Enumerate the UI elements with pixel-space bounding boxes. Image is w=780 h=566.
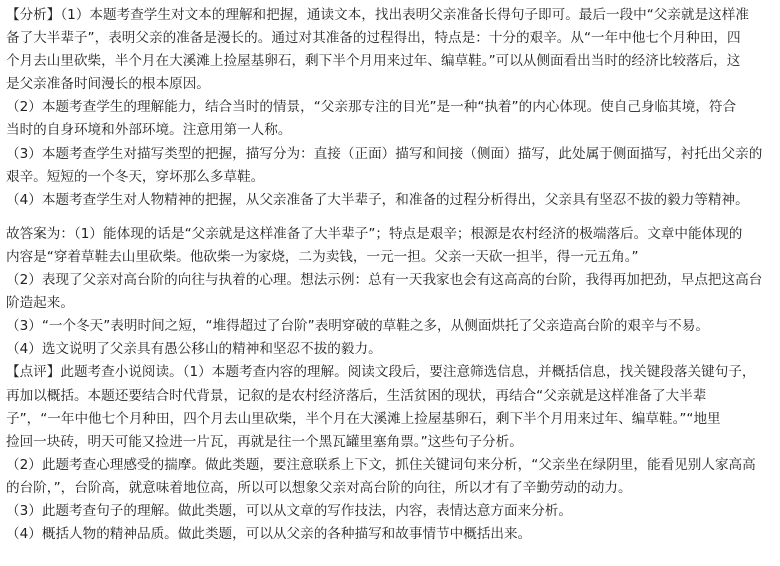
text-line: 备了大半辈子”，表明父亲的准备是漫长的。通过对其准备的过程得出，特点是：十分的艰辛。从“一年中他七个月种田，四 xyxy=(6,30,741,47)
answer-section xyxy=(6,223,774,362)
analysis-section xyxy=(6,4,774,212)
text-line: 当时的自身环境和外部环境。注意用第一人称。 xyxy=(6,122,292,139)
text-line: （4）选文说明了父亲具有愚公移山的精神和坚忍不拔的毅力。 xyxy=(6,341,382,358)
text-line: （3）此题考查句子的理解。做此类题，可以从文章的写作技法，内容，表情达意方面来分析。 xyxy=(6,502,572,519)
text-line: （4）概括人物的精神品质。做此类题，可以从父亲的各种描写和故事情节中概括出来。 xyxy=(6,526,532,543)
text-line: 的台阶，”，台阶高，就意味着地位高，所以可以想象父亲对高台阶的向往，所以才有了辛勤劳动的动力。 xyxy=(6,479,632,496)
text-line: 内容是“穿着草鞋去山里砍柴。他砍柴一为家烧，二为卖钱，一元一担。父亲一天砍一担半，得一元五角。” xyxy=(6,248,639,265)
text-line: （4）本题考查学生对人物精神的把握，从父亲准备了大半辈子，和准备的过程分析得出，父亲具有坚忍不拔的毅力等精神。 xyxy=(6,191,749,208)
text-line: （2）本题考查学生的理解能力，结合当时的情景，“父亲那专注的目光”是一种“执着”的内心体现。使自己身临其境，符合 xyxy=(6,99,737,116)
text-line: 【分析】（1）本题考查学生对文本的理解和把握，通读文本，找出表明父亲准备长得句子即可。最后一段中“父亲就是这样准 xyxy=(6,7,749,23)
text-line: 艰辛。短短的一个冬天，穿坏那么多草鞋。 xyxy=(6,168,265,185)
text-line: （2）表现了父亲对高台阶的向往与执着的心理。想法示例：总有一天我家也会有这高高的台阶，我得再加把劲，早点把这高台 xyxy=(6,272,763,289)
text-line: 阶造起来。 xyxy=(6,295,74,312)
text-line: 是父亲准备时间漫长的根本原因。 xyxy=(6,76,210,93)
text-line: 【点评】此题考查小说阅读。（1）本题考查内容的理解。阅读文段后，要注意筛选信息，并概括信息，找关键段落关键句子， xyxy=(6,364,756,381)
text-line: 子”，“一年中他七个月种田，四个月去山里砍柴，半个月在大溪滩上捡屋基卵石，剩下半个月用来过年、编草鞋。”“地里 xyxy=(6,410,721,427)
text-line: （2）此题考查心理感受的揣摩。做此类题，要注意联系上下文，抓住关键词句来分析，“父亲坐在绿阴里，能看见别人家高高 xyxy=(6,456,756,473)
text-line: 捡回一块砖，明天可能又捡进一片瓦，再就是往一个黑瓦罐里塞角票。”这些句子分析。 xyxy=(6,433,523,450)
text-line: （3）“一个冬天”表明时间之短，“堆得超过了台阶”表明穿破的草鞋之多，从侧面烘托了父亲造高台阶的艰辛与不易。 xyxy=(6,318,709,335)
comment-section xyxy=(6,361,774,546)
text-line: 故答案为：（1）能体现的话是“父亲就是这样准备了大半辈子”；特点是艰辛；根源是农村经济的极端落后。文章中能体现的 xyxy=(6,225,743,242)
text-line: 再加以概括。本题还要结合时代背景，记叙的是农村经济落后，生活贫困的现状，再结合“父亲就是这样准备了大半辈 xyxy=(6,387,707,404)
section-gap xyxy=(6,212,774,223)
text-line: 个月去山里砍柴，半个月在大溪滩上捡屋基卵石，剩下半个月用来过年、编草鞋。”可以从侧面看出当时的经济比较落后，这 xyxy=(6,53,741,70)
text-line: （3）本题考查学生对描写类型的把握，描写分为：直接（正面）描写和间接（侧面）描写，此处属于侧面描写，衬托出父亲的 xyxy=(6,145,763,162)
